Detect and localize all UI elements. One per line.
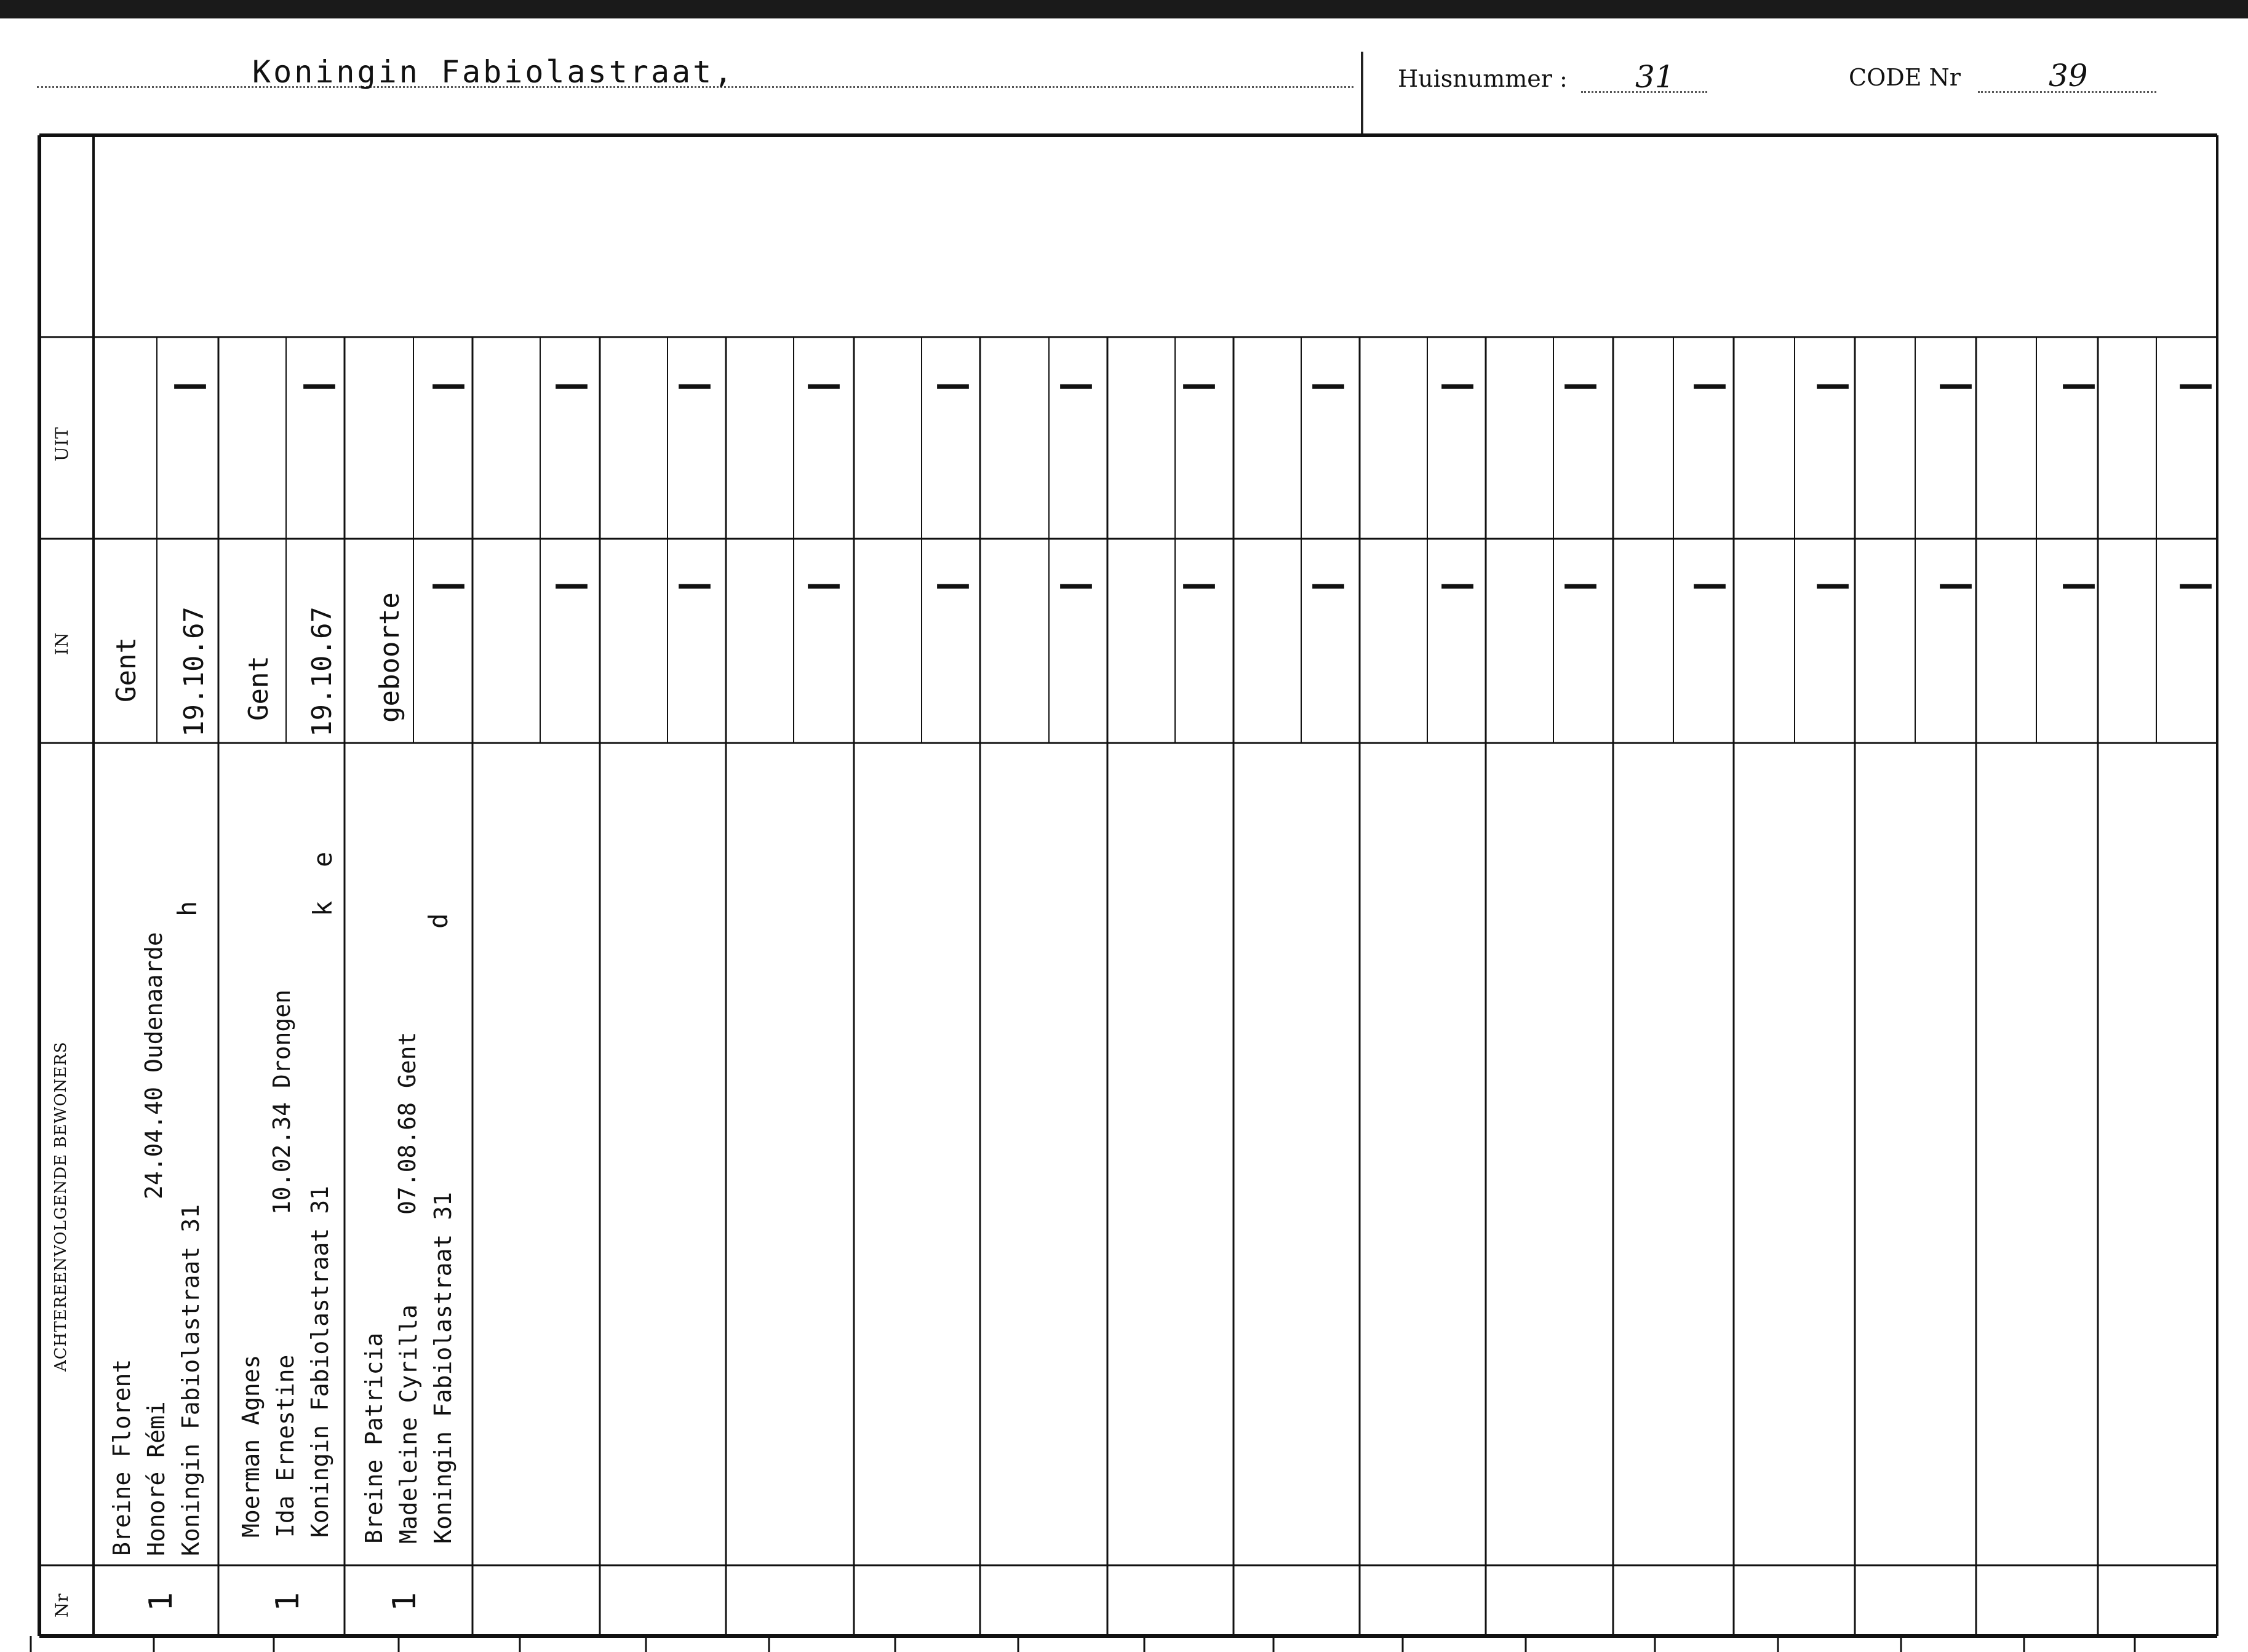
resident-2-mark: k: [308, 900, 338, 916]
resident-3-in-place: geboorte: [374, 592, 405, 723]
uit-row-label: UIT: [52, 426, 72, 461]
uit-dash-7: —: [935, 363, 971, 405]
resident-3-name-line-2: Madeleine Cyrilla: [395, 1305, 422, 1544]
in-dash-7: —: [1181, 563, 1217, 605]
uit-dash-11: —: [1440, 363, 1475, 405]
resident-2-name-line-2: Ida Ernestine: [272, 1354, 299, 1538]
in-dash-5: —: [935, 563, 971, 605]
resident-3-mark: d: [423, 913, 453, 929]
in-dash-11: —: [1692, 563, 1728, 605]
uit-dash-5: —: [677, 363, 712, 405]
in-row-label: IN: [52, 632, 72, 655]
street-name: Koningin Fabiolastraat,: [252, 54, 735, 90]
resident-2-address: Koningin Fabiolastraat 31: [306, 1186, 333, 1538]
code-number-value: 39: [2049, 58, 2088, 93]
uit-dash-14: —: [1815, 363, 1851, 405]
resident-1-name-line-1: Breine Florent: [108, 1359, 135, 1556]
uit-dash-10: —: [1310, 363, 1346, 405]
resident-3-name-line-1: Breine Patricia: [361, 1332, 388, 1544]
in-dash-3: —: [677, 563, 712, 605]
resident-3-address: Koningin Fabiolastraat 31: [429, 1192, 456, 1544]
uit-dash-9: —: [1181, 363, 1217, 405]
uit-dash-3: —: [431, 363, 466, 405]
uit-dash-15: —: [1938, 363, 1974, 405]
uit-dash-4: —: [554, 363, 589, 405]
in-dash-4: —: [806, 563, 842, 605]
resident-1-mark: h: [172, 900, 202, 916]
resident-1-birth: 24.04.40 Oudenaarde: [140, 932, 167, 1199]
in-dash-10: —: [1563, 563, 1598, 605]
resident-1-in-date: 19.10.67: [178, 606, 210, 737]
resident-1-name-block: [105, 1204, 208, 1556]
in-dash-8: —: [1310, 563, 1346, 605]
in-dash-6: —: [1058, 563, 1094, 605]
resident-2-mark-2: e: [308, 851, 338, 867]
in-dash-15: —: [2178, 563, 2214, 605]
uit-dash-16: —: [2061, 363, 2097, 405]
resident-1-in-place: Gent: [111, 637, 142, 702]
house-number-label: Huisnummer :: [1398, 65, 1568, 92]
resident-1-name-line-2: Honoré Rémi: [143, 1401, 170, 1556]
uit-dash-6: —: [806, 363, 842, 405]
code-number-label: CODE Nr: [1849, 64, 1961, 91]
resident-3-nr: 1: [386, 1592, 423, 1611]
resident-3-name-block: [357, 1192, 460, 1544]
resident-2-in-place: Gent: [243, 656, 274, 721]
uit-dash-8: —: [1058, 363, 1094, 405]
in-dash-14: —: [2061, 563, 2097, 605]
resident-3-birth: 07.08.68 Gent: [394, 1031, 421, 1215]
uit-dash-12: —: [1563, 363, 1598, 405]
resident-1-nr: 1: [143, 1592, 180, 1611]
resident-1-address: Koningin Fabiolastraat 31: [177, 1204, 204, 1556]
bewoners-row-label: ACHTEREENVOLGENDE BEWONERS: [52, 1041, 70, 1372]
in-dash-1: —: [431, 563, 466, 605]
uit-dash-2: —: [301, 363, 337, 405]
in-dash-13: —: [1938, 563, 1974, 605]
in-dash-2: —: [554, 563, 589, 605]
resident-2-name-line-1: Moerman Agnes: [237, 1354, 265, 1538]
resident-2-name-block: [234, 1186, 337, 1538]
uit-dash-13: —: [1692, 363, 1728, 405]
uit-dash-1: —: [172, 363, 208, 405]
resident-2-birth: 10.02.34 Drongen: [268, 989, 295, 1215]
resident-2-in-date: 19.10.67: [306, 606, 338, 737]
house-number-value: 31: [1635, 59, 1675, 95]
uit-dash-17: —: [2178, 363, 2214, 405]
nr-row-label: Nr: [52, 1593, 72, 1618]
in-dash-12: —: [1815, 563, 1851, 605]
resident-2-nr: 1: [269, 1592, 306, 1611]
in-dash-9: —: [1440, 563, 1475, 605]
